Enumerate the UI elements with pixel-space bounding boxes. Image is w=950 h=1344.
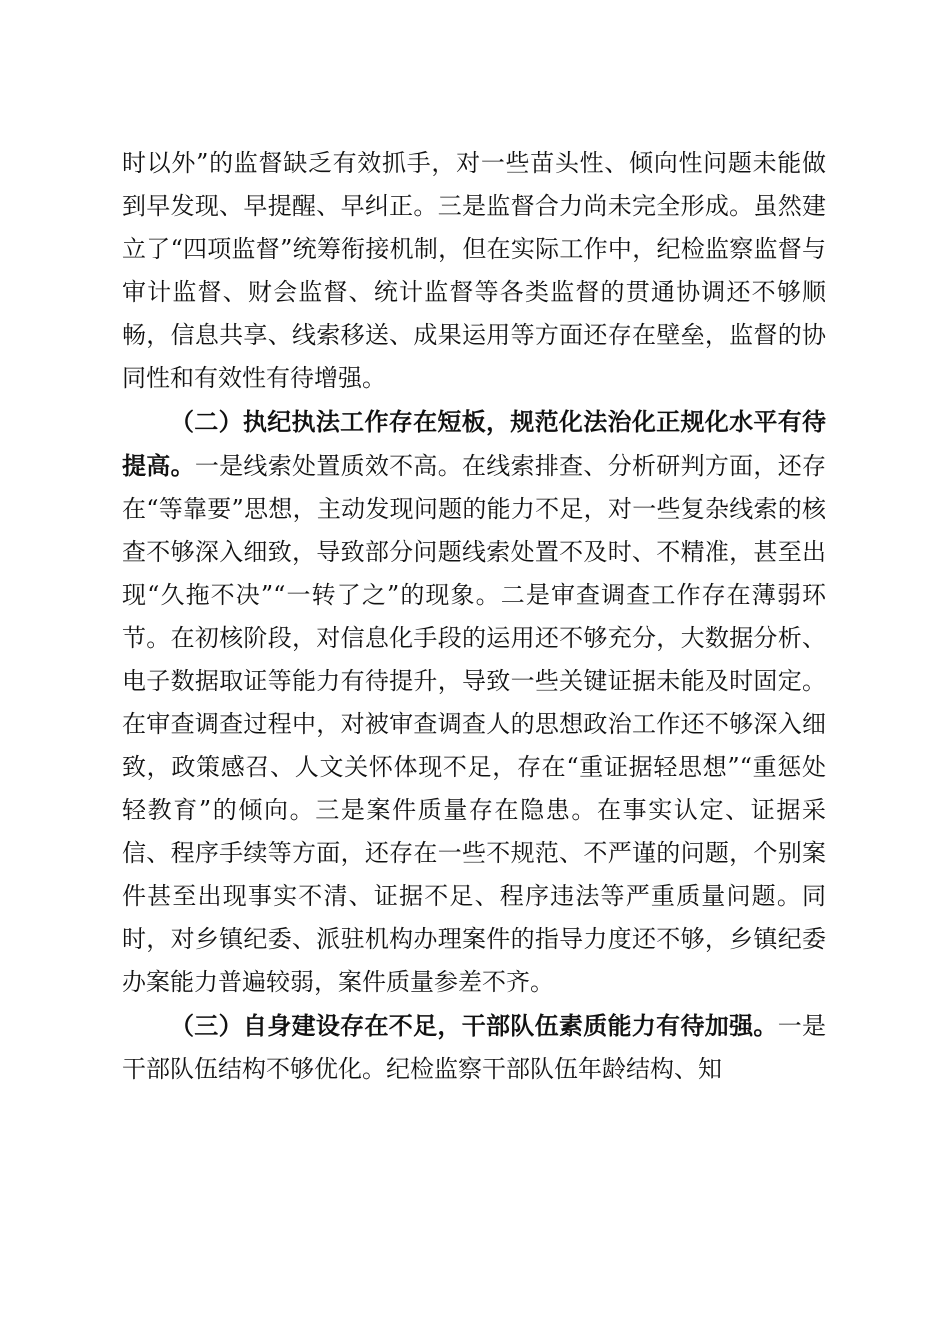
paragraph-section-three <box>122 1004 826 1091</box>
paragraph-text: 一是线索处置质效不高。在线索排查、分析研判方面，还存在“等靠要”思想，主动发现问题的能力不足，对一些复杂线索的核查不够深入细致，导致部分问题线索处置不及时、不精准，甚至出现“久拖不决”“一转了之”的现象。二是审查调查工作存在薄弱环节。在初核阶段，对信息化手段的运用还不够充分，大数据分析、电子数据取证等能力有待提升，导致一些关键证据未能及时固定。在审查调查过程中，对被审查调查人的思想政治工作还不够深入细致，政策感召、人文关怀体现不足，存在“重证据轻思想”“重惩处轻教育”的倾向。三是案件质量存在隐患。在事实认定、证据采信、程序手续等方面，还存在一些不规范、不严谨的问题，个别案件甚至出现事实不清、证据不足、程序违法等严重质量问题。同时，对乡镇纪委、派驻机构办理案件的指导力度还不够，乡镇纪委办案能力普遍较弱，案件质量参差不齐。 <box>122 452 827 996</box>
paragraph-text: 一是干部队伍结构不够优化。纪检监察干部队伍年龄结构、知 <box>122 1012 827 1083</box>
paragraph-continuation <box>122 142 826 400</box>
paragraph-section-two <box>122 400 826 1004</box>
section-heading-three: （三）自身建设存在不足，干部队伍素质能力有待加强。 <box>170 1011 778 1040</box>
paragraph-text: 时以外”的监督缺乏有效抓手，对一些苗头性、倾向性问题未能做到早发现、早提醒、早纠正。三是监督合力尚未完全形成。虽然建立了“四项监督”统筹衔接机制，但在实际工作中，纪检监察监督与审计监督、财会监督、统计监督等各类监督的贯通协调还不够顺畅，信息共享、线索移送、成果运用等方面还存在壁垒，监督的协同性和有效性有待增强。 <box>122 149 826 392</box>
document-body <box>122 142 826 1091</box>
section-heading-two: （二）执纪执法工作存在短板，规范化法治化正规化水平有待提高。 <box>122 407 826 480</box>
